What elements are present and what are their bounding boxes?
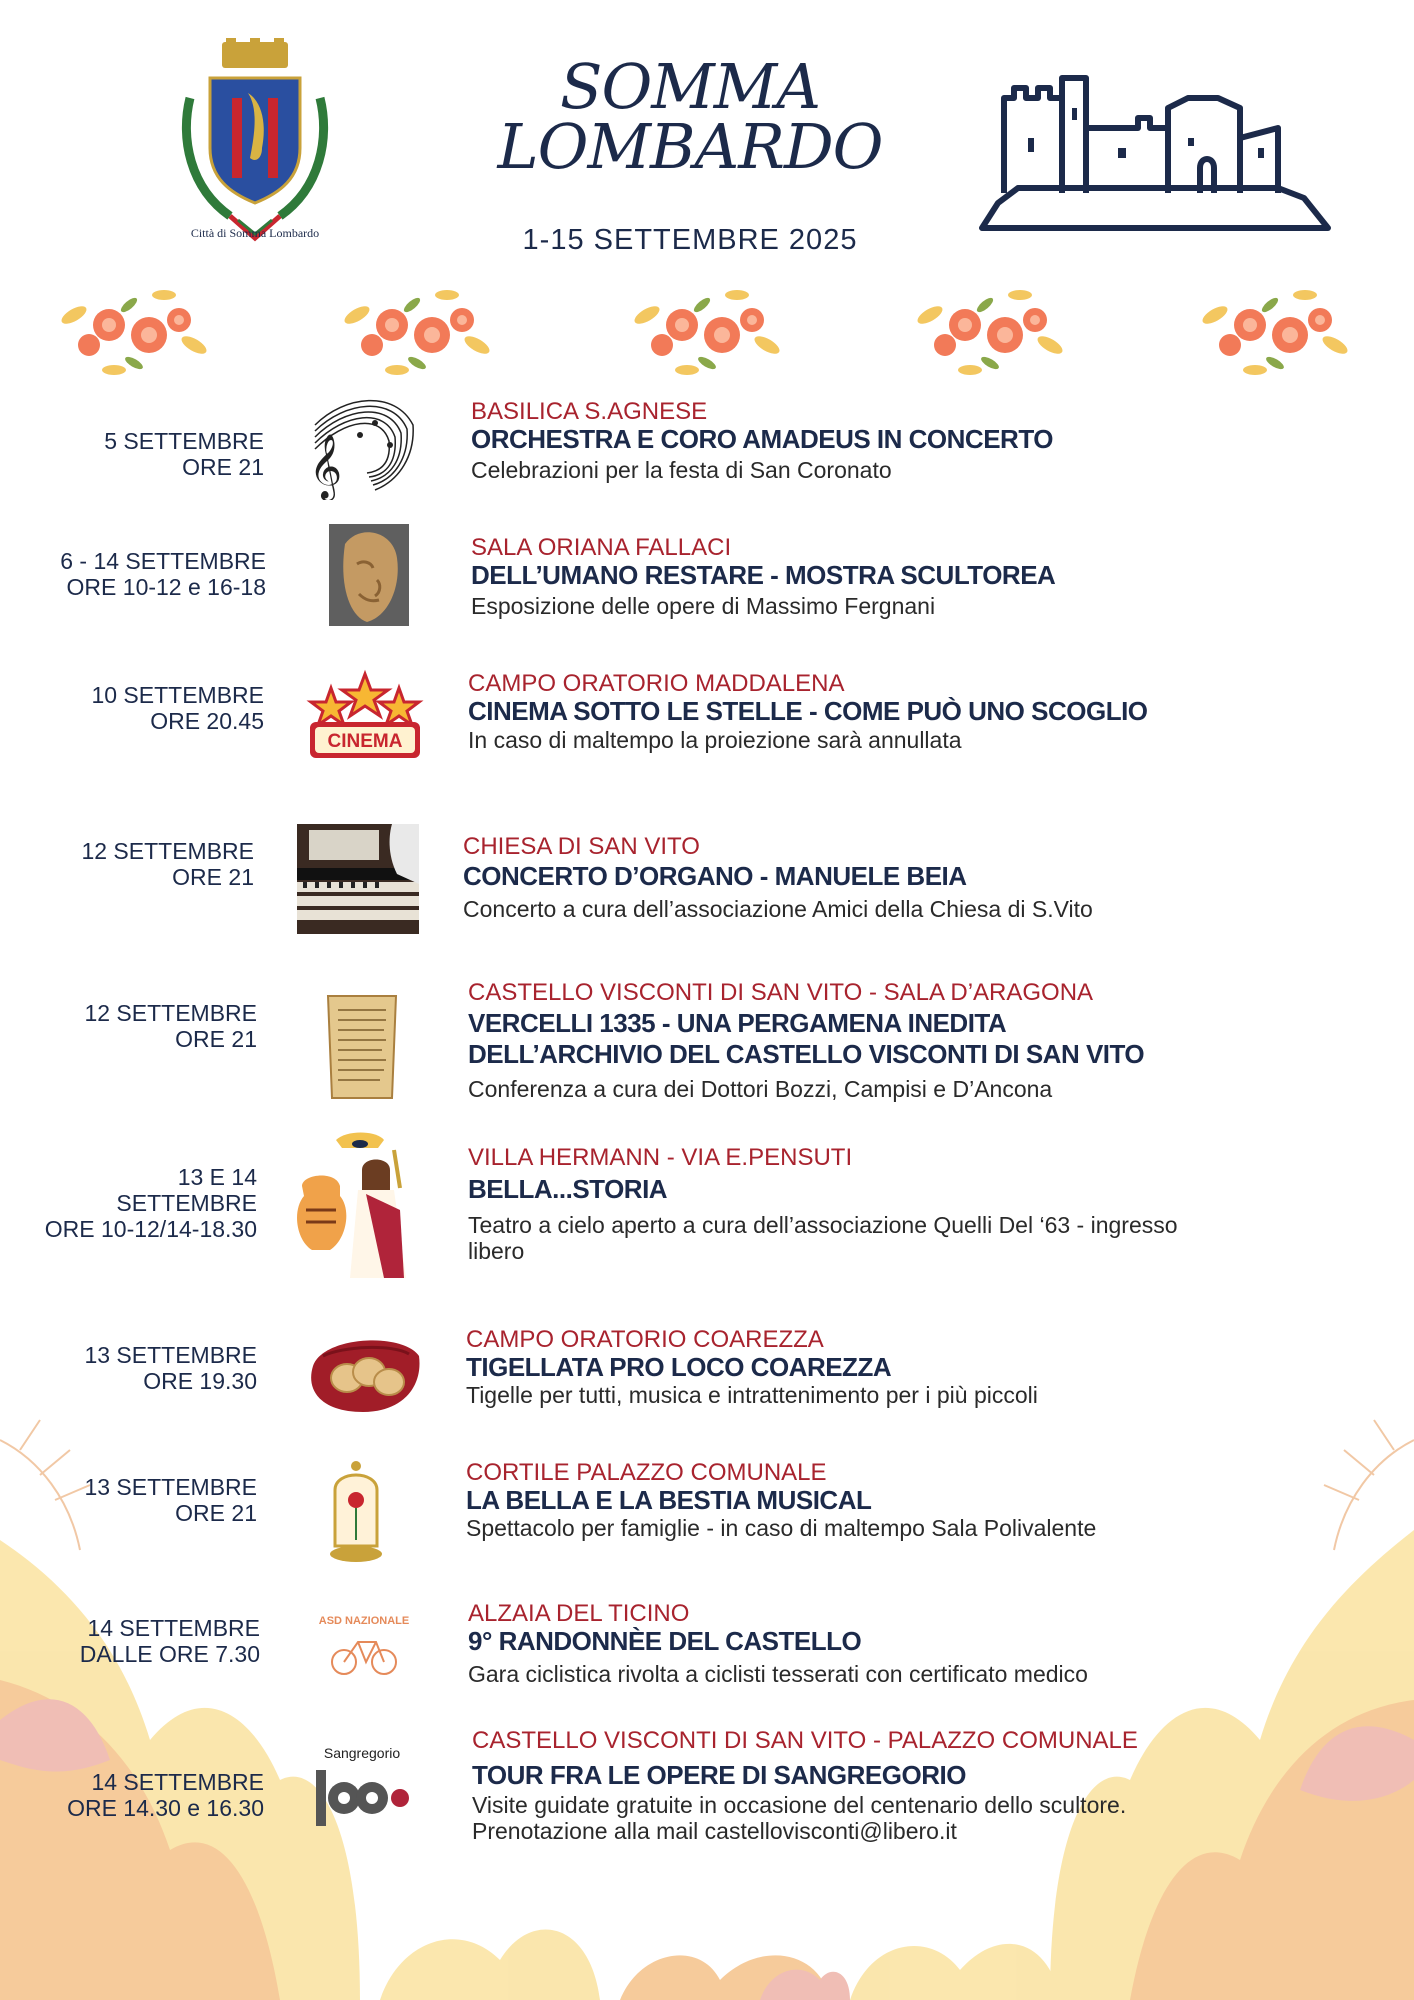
event-date — [80, 1615, 260, 1667]
event-title: LA BELLA E LA BESTIA MUSICAL — [466, 1485, 872, 1515]
event-date — [81, 838, 254, 890]
event-date — [91, 682, 264, 734]
event-title-line2: DELL’ARCHIVIO DEL CASTELLO VISCONTI DI SAN VITO — [468, 1039, 1145, 1069]
event-date-line: 14 SETTEMBRE — [87, 1615, 260, 1641]
event-venue: CAMPO ORATORIO COAREZZA — [466, 1326, 824, 1353]
event-title: BELLA...STORIA — [468, 1174, 668, 1204]
music-notes-icon — [305, 385, 420, 500]
sangregorio-100-logo-icon — [312, 1744, 412, 1836]
event-date-line2: SETTEMBRE — [116, 1190, 257, 1216]
event-date — [67, 1769, 264, 1821]
event-title: VERCELLI 1335 - UNA PERGAMENA INEDITA — [468, 1008, 1007, 1038]
event-date-line: 6 - 14 SETTEMBRE — [60, 548, 266, 574]
event-description: Esposizione delle opere di Massimo Fergnani — [471, 593, 936, 619]
event-title: TIGELLATA PRO LOCO COAREZZA — [466, 1352, 892, 1382]
cycling-club-logo-icon — [306, 1612, 422, 1682]
event-time-line: ORE 19.30 — [143, 1368, 257, 1394]
event-time-line: ORE 20.45 — [150, 708, 264, 734]
ancient-history-icon — [296, 1130, 416, 1280]
crest-caption: Città di Somma Lombardo — [190, 226, 320, 240]
event-time-line: ORE 21 — [182, 454, 264, 480]
sangregorio-logo-text: Sangregorio — [323, 1745, 401, 1761]
city-title-line1: SOMMA — [559, 50, 821, 123]
event-description-line2: libero — [468, 1238, 525, 1264]
event-title: 9° RANDONNÈE DEL CASTELLO — [468, 1626, 862, 1656]
event-date — [45, 1164, 257, 1242]
event-venue: CASTELLO VISCONTI DI SAN VITO - SALA D’ARAGONA — [468, 979, 1094, 1006]
event-date-line: 12 SETTEMBRE — [81, 838, 254, 864]
cinema-sign-icon — [306, 668, 424, 764]
event-description: Teatro a cielo aperto a cura dell’associazione Quelli Del ‘63 - ingresso — [468, 1212, 1178, 1238]
event-venue: ALZAIA DEL TICINO — [468, 1600, 690, 1627]
event-description-line2: Prenotazione alla mail castellovisconti@libero.it — [472, 1818, 957, 1844]
event-title: ORCHESTRA E CORO AMADEUS IN CONCERTO — [471, 424, 1053, 454]
event-description: Conferenza a cura dei Dottori Bozzi, Campisi e D’Ancona — [468, 1076, 1053, 1102]
event-date-line: 12 SETTEMBRE — [84, 1000, 257, 1026]
parchment-scroll-icon — [322, 990, 402, 1104]
event-title: TOUR FRA LE OPERE DI SANGREGORIO — [472, 1760, 966, 1790]
flower-garland-icon — [54, 275, 214, 385]
event-date-line: 14 SETTEMBRE — [91, 1769, 264, 1795]
castle-icon — [978, 68, 1334, 238]
festival-dates: 1-15 SETTEMBRE 2025 — [522, 224, 858, 256]
event-description: Gara ciclistica rivolta a ciclisti tesserati con certificato medico — [468, 1661, 1088, 1687]
flower-garland-icon — [627, 275, 787, 385]
event-date-line: 5 SETTEMBRE — [104, 428, 264, 454]
event-time-line: ORE 10-12 e 16-18 — [66, 574, 266, 600]
event-description: Spettacolo per famiglie - in caso di maltempo Sala Polivalente — [466, 1515, 1097, 1541]
event-date-line: 13 SETTEMBRE — [84, 1342, 257, 1368]
event-venue: CASTELLO VISCONTI DI SAN VITO - PALAZZO COMUNALE — [472, 1727, 1138, 1754]
event-description: Visite guidate gratuite in occasione del centenario dello scultore. — [472, 1792, 1127, 1818]
event-date — [104, 428, 264, 480]
event-venue: SALA ORIANA FALLACI — [471, 534, 732, 561]
event-description: Celebrazioni per la festa di San Coronato — [471, 457, 892, 483]
event-time-line: ORE 10-12/14-18.30 — [44, 1216, 257, 1242]
cinema-sign-text: CINEMA — [327, 731, 403, 752]
event-venue: CORTILE PALAZZO COMUNALE — [466, 1459, 827, 1486]
enchanted-rose-icon — [327, 1460, 385, 1564]
event-venue: VILLA HERMANN - VIA E.PENSUTI — [468, 1144, 853, 1171]
event-title: CONCERTO D’ORGANO - MANUELE BEIA — [463, 861, 967, 891]
organ-photo-icon — [297, 824, 419, 934]
event-venue: BASILICA S.AGNESE — [471, 398, 708, 425]
event-description: Tigelle per tutti, musica e intrattenimento per i più piccoli — [466, 1382, 1038, 1408]
event-date-line: 10 SETTEMBRE — [91, 682, 264, 708]
coat-of-arms-icon — [170, 38, 340, 248]
event-time-line: ORE 21 — [175, 1500, 257, 1526]
sculpture-photo-icon — [329, 524, 409, 626]
bread-basket-icon — [303, 1326, 423, 1416]
cycling-club-logo-text: ASD NAZIONALE — [318, 1615, 410, 1627]
svg-text:𝄞: 𝄞 — [309, 434, 343, 499]
event-date — [84, 1474, 257, 1526]
event-description: In caso di maltempo la proiezione sarà annullata — [468, 727, 962, 753]
event-date — [84, 1342, 257, 1394]
event-title: CINEMA SOTTO LE STELLE - COME PUÒ UNO SCOGLIO — [468, 696, 1148, 726]
flower-garland-icon — [1195, 275, 1355, 385]
event-date-line: 13 E 14 — [177, 1164, 257, 1190]
event-date — [60, 548, 266, 600]
event-date-line: 13 SETTEMBRE — [84, 1474, 257, 1500]
flower-garland-icon — [910, 275, 1070, 385]
event-time-line: ORE 21 — [175, 1026, 257, 1052]
event-time-line: ORE 21 — [172, 864, 254, 890]
city-title-line2: LOMBARDO — [497, 110, 883, 183]
event-date — [84, 1000, 257, 1052]
event-venue: CHIESA DI SAN VITO — [463, 833, 700, 860]
event-description: Concerto a cura dell’associazione Amici della Chiesa di S.Vito — [463, 896, 1093, 922]
event-venue: CAMPO ORATORIO MADDALENA — [468, 670, 845, 697]
event-title: DELL’UMANO RESTARE - MOSTRA SCULTOREA — [471, 560, 1056, 590]
flower-garland-icon — [337, 275, 497, 385]
event-time-line: DALLE ORE 7.30 — [79, 1641, 260, 1667]
event-time-line: ORE 14.30 e 16.30 — [67, 1795, 264, 1821]
